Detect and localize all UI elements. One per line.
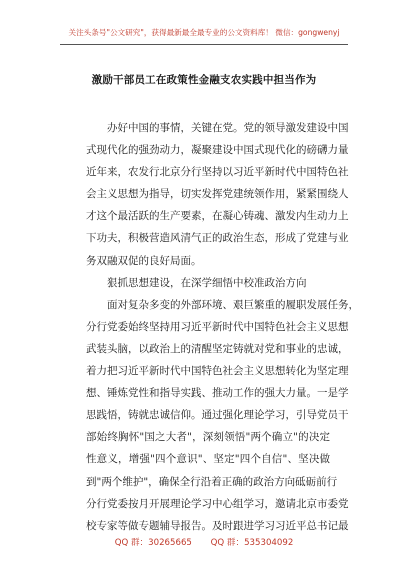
body-line: 近年来，农发行北京分行坚持以习近平新时代中国特色社	[86, 166, 349, 179]
section-heading: 狠抓思想建设，在深学细悟中校准政治方向	[107, 276, 307, 289]
body-line: 下功夫，积极营造风清气正的政治生态，形成了党建与业	[86, 232, 349, 245]
body-line: 武装头脑，以政治上的清醒坚定铸就对党和事业的忠诚，	[86, 342, 349, 355]
body-line: 办好中国的事情，关键在党。党的领导激发建设中国	[107, 122, 349, 134]
body-line: 才这个最活跃的生产要素，在凝心铸魂、激发内生动力上	[86, 210, 349, 223]
body-line: 着力把习近平新时代中国特色社会主义思想转化为坚定理	[86, 365, 349, 378]
body-line: 分行党委按月开展理论学习中心组学习，邀请北京市委党	[86, 497, 349, 510]
body-line: 务双融双促的良好局面。	[86, 254, 202, 267]
page-header-notice: 关注头条号"公文研究"，获得最新最全最专业的公文资料库！ 微信：gongwenyj	[68, 28, 340, 37]
body-line: 部始终胸怀"国之大者"，深刻领悟"两个确立"的决定	[86, 431, 330, 444]
footer-qq-group-2: QQ 群：535304092	[210, 538, 294, 548]
body-line: 会主义思想为指导，切实发挥党建统领作用，紧紧围绕人	[86, 188, 349, 201]
document-title: 激励干部员工在政策性金融支农实践中担当作为	[91, 74, 317, 86]
body-line: 校专家等做专题辅导报告。及时跟进学习习近平总书记最	[86, 519, 349, 532]
body-line: 式现代化的强劲动力，凝聚建设中国式现代化的磅礴力量	[86, 144, 349, 157]
body-line: 分行党委始终坚持用习近平新时代中国特色社会主义思想	[86, 320, 349, 333]
body-line: 思践悟，铸就忠诚信仰。通过强化理论学习，引导党员干	[86, 409, 349, 422]
body-line: 想、锤炼党性和指导实践、推动工作的强大力量。一是学	[86, 387, 349, 400]
document-body	[86, 117, 359, 537]
header-divider	[60, 44, 348, 45]
page-footer	[0, 536, 408, 548]
body-line: 性意义，增强"四个意识"、坚定"四个自信"、坚决做	[86, 453, 330, 466]
footer-qq-group-1: QQ 群：30265665	[114, 538, 192, 548]
body-line: 到"两个维护"，确保全行沿着正确的政治方向砥砺前行	[86, 475, 338, 488]
body-line: 面对复杂多变的外部环境、艰巨繁重的履职发展任务，	[107, 298, 359, 311]
